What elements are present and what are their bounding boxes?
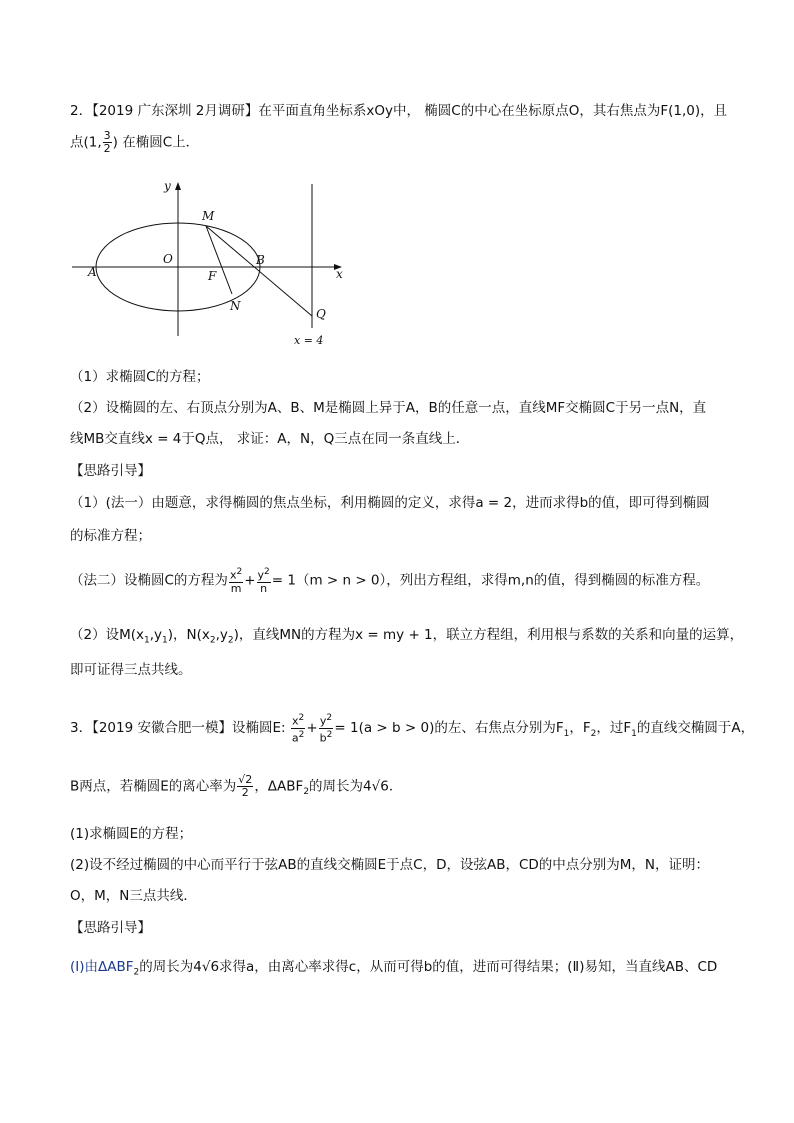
problem2-point-tail: ) 在椭圆C上．: [112, 134, 200, 151]
hint2-e: )，直线MN的方程为x = my + 1，联立方程组，利用根与系数的关系和向量的运算，: [233, 627, 744, 643]
hint2-a: （2）设M(x: [70, 627, 144, 643]
problem2-q2-line2: 线MB交直线x = 4于Q点， 求证：A，N，Q三点在同一条直线上．: [70, 431, 470, 447]
problem3-l1-a: 设椭圆E:: [232, 720, 290, 737]
frac-sqrt2: √2: [238, 773, 253, 786]
label-x4: x = 4: [294, 334, 324, 347]
problem3-hint-title: 【思路引导】: [70, 920, 151, 936]
frac-y: y: [319, 714, 327, 728]
fraction-y2-b2: [319, 712, 334, 744]
problem2-q2-line1: （2）设椭圆的左、右顶点分别为A、B、M是椭圆上异于A，B的任意一点，直线MF交椭圆C于另一点N，直: [70, 400, 707, 416]
problem2-hint1b: [70, 566, 709, 595]
sup-2: 2: [326, 713, 333, 723]
problem3-line1: [70, 712, 754, 744]
sup-2: 2: [298, 729, 305, 740]
sup-2: 2: [298, 713, 305, 723]
frac-num: 3: [103, 129, 111, 142]
problem2-source: 【2019 广东深圳 2月调研】: [92, 103, 259, 119]
label-n: N: [230, 299, 241, 313]
frac-den: 2: [103, 142, 111, 155]
sub-1: 1: [162, 635, 168, 646]
frac-a: a: [291, 731, 299, 745]
problem3-l1-d: ，过F: [596, 720, 632, 737]
label-b: B: [256, 253, 265, 267]
label-x: x: [336, 267, 343, 281]
problem2-hint2-line2: 即可证得三点共线。: [70, 662, 192, 678]
plus-sign: +: [244, 572, 256, 589]
hint2-c: )，N(x: [167, 627, 210, 643]
problem3-q1: (1)求椭圆E的方程；: [70, 826, 193, 842]
frac-n: n: [260, 581, 268, 595]
label-f: F: [208, 269, 217, 283]
problem2-hint1-line2: 的标准方程；: [70, 528, 151, 544]
sub-1: 1: [563, 728, 570, 739]
sub-1: 1: [144, 635, 150, 646]
fraction-x2-m: [229, 566, 243, 595]
problem3-l2-c: 的周长为4√6．: [309, 778, 403, 795]
problem2-point-text: 点(1,: [70, 134, 102, 151]
label-o: O: [163, 252, 173, 266]
problem2-hint2-line1: [70, 626, 743, 650]
label-a: A: [88, 265, 97, 279]
problem2-hint-title: 【思路引导】: [70, 463, 151, 479]
sup-2: 2: [326, 729, 333, 740]
sup-2: 2: [264, 567, 270, 577]
frac-b: b: [319, 731, 327, 745]
plus-sign: +: [306, 720, 318, 737]
problem2-number: 2．: [70, 103, 93, 119]
fraction-x2-a2: [291, 712, 305, 744]
sub-1: 1: [631, 728, 637, 739]
label-y: y: [164, 179, 171, 193]
problem3-hint-a: (Ⅰ)由ΔABF: [70, 959, 134, 975]
label-q: Q: [316, 307, 326, 321]
problem3-l2-b: ，ΔABF: [254, 778, 304, 795]
problem2-line2: [70, 130, 199, 155]
line-mq: [206, 226, 312, 316]
problem3-hint-b: 的周长为4√6求得a，由离心率求得c，从而可得b的值，进而可得结果；(Ⅱ)易知，当直线AB、CD: [139, 959, 718, 975]
line-mn: [206, 226, 232, 294]
sub-2: 2: [209, 635, 216, 646]
ellipse-figure: [70, 176, 360, 348]
problem3-source: 【2019 安徽合肥一模】: [92, 720, 232, 737]
problem2-hint1-line1: （1）(法一）由题意，求得椭圆的焦点坐标，利用椭圆的定义，求得a = 2，进而求得b的值，即可得到椭圆: [70, 495, 710, 511]
fraction-sqrt2-2: [237, 774, 253, 799]
hint1b-tail: = 1（m > n > 0），列出方程组，求得m,n的值，得到椭圆的标准方程。: [271, 572, 710, 589]
label-m: M: [202, 209, 215, 223]
problem2-stem: 在平面直角坐标系xOy中， 椭圆C的中心在坐标原点O，其右焦点为F(1,0)，且: [258, 103, 728, 119]
frac-y: y: [257, 568, 265, 582]
hint1b-text: （法二）设椭圆C的方程为: [70, 572, 228, 589]
hint2-d: ,y: [215, 627, 228, 643]
fraction-y2-n: [257, 566, 271, 595]
problem3-line2: [70, 774, 402, 801]
problem3-hint-line: [70, 958, 717, 982]
sub-2: 2: [303, 787, 310, 798]
problem3-q2-line2: O，M，N三点共线．: [70, 888, 197, 904]
y-axis-arrow: [175, 182, 181, 190]
hint2-b: ,y: [149, 627, 163, 643]
frac-m: m: [230, 581, 242, 595]
problem3-l1-e: 的直线交椭圆于A，: [636, 720, 755, 737]
problem2-line1: [70, 102, 727, 120]
sub-2: 2: [590, 728, 597, 739]
problem3-q2-line1: (2)设不经过椭圆的中心而平行于弦AB的直线交椭圆E于点C，D，设弦AB，CD的中点分别为M，N，证明：: [70, 857, 710, 873]
sub-2: 2: [133, 967, 140, 978]
problem3-l1-c: ，F: [569, 720, 591, 737]
problem2-q1: （1）求椭圆C的方程；: [70, 369, 210, 385]
frac-x: x: [291, 714, 299, 728]
frac-2: 2: [241, 786, 249, 799]
fraction-3-2: [103, 130, 112, 155]
problem3-number: 3．: [70, 720, 93, 737]
frac-x: x: [229, 568, 237, 582]
sup-2: 2: [236, 567, 243, 577]
problem3-l2-a: B两点，若椭圆E的离心率为: [70, 778, 237, 795]
sub-2: 2: [227, 635, 234, 646]
problem3-l1-b: = 1(a > b > 0)的左、右焦点分别为F: [334, 720, 564, 737]
